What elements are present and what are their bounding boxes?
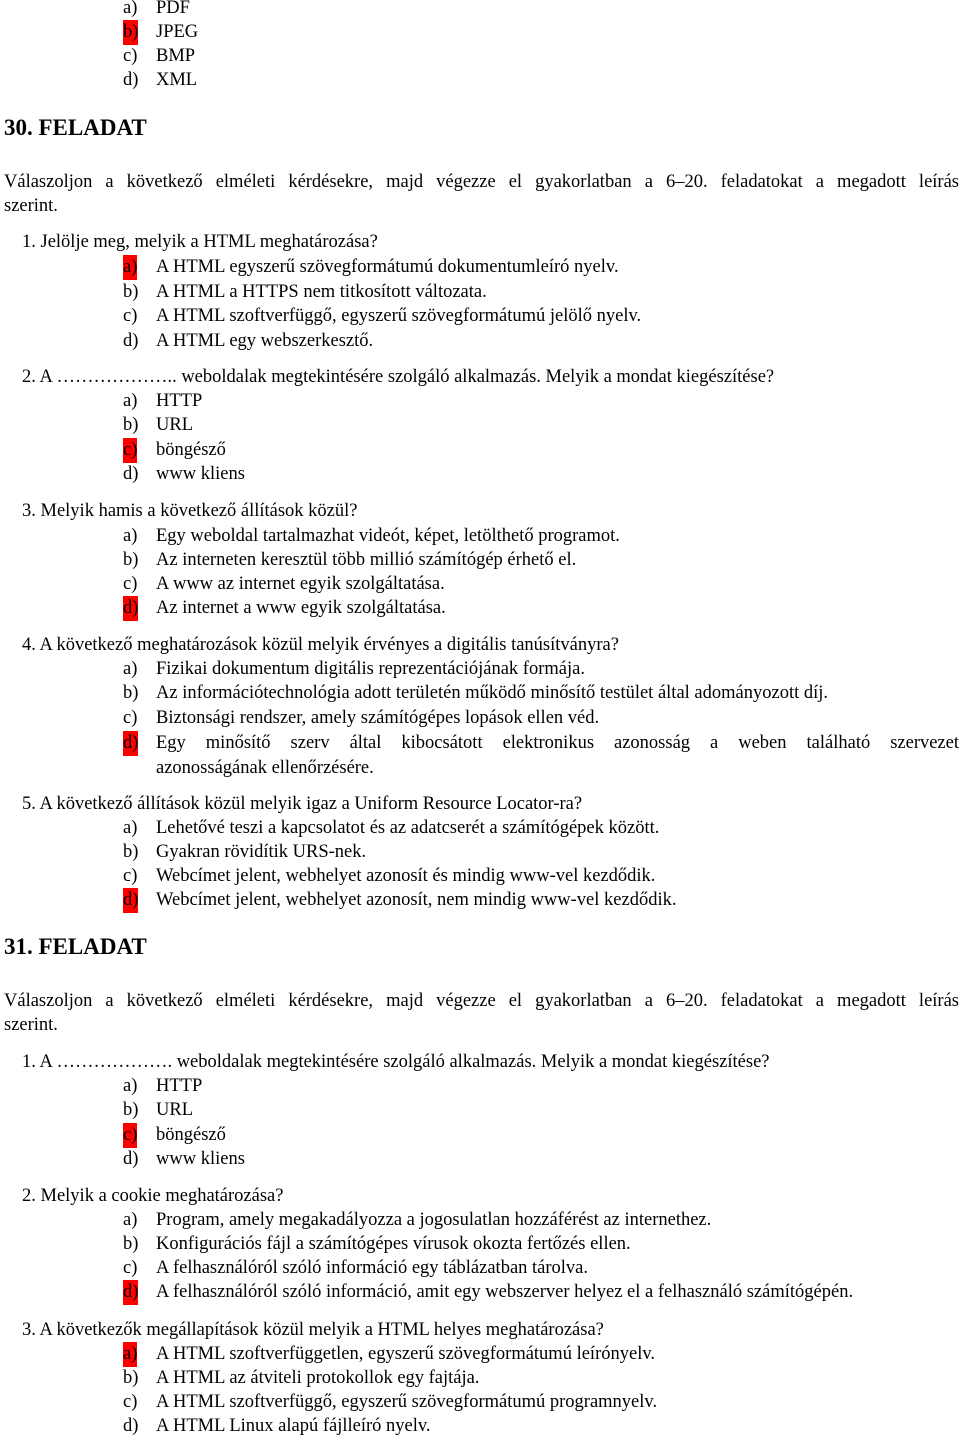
marked-option-letter: d) xyxy=(123,731,138,756)
option-text: A felhasználóról szóló információ egy táblázatban tárolva. xyxy=(156,1258,589,1278)
question-text: 3. A következők megállapítások közül melyik a HTML helyes meghatározása? xyxy=(22,1320,604,1340)
option-text: Az internet a www egyik szolgáltatása. xyxy=(156,598,446,618)
option-letter: d) xyxy=(123,331,139,351)
option-letter: d) xyxy=(123,464,139,484)
option-text: Fizikai dokumentum digitális reprezentációjának formája. xyxy=(156,659,585,679)
option-text: Az információtechnológia adott területén működő minősítő testület által adományozott díj. xyxy=(156,683,828,703)
option-text: A HTML Linux alapú fájlleíró nyelv. xyxy=(156,1416,431,1436)
option-text: A HTML az átviteli protokollok egy fajtája. xyxy=(156,1368,480,1388)
option-letter: c) xyxy=(123,866,138,886)
option-letter: c) xyxy=(123,1258,138,1278)
marked-option-letter: d) xyxy=(123,888,138,913)
marked-option-letter: c) xyxy=(123,438,137,463)
option-text: Lehetővé teszi a kapcsolatot és az adatcserét a számítógépek között. xyxy=(156,818,660,838)
option-text: A HTML egyszerű szövegformátumú dokumentumleíró nyelv. xyxy=(156,257,619,277)
option-text: BMP xyxy=(156,46,196,66)
option-text: Webcímet jelent, webhelyet azonosít és mindig www-vel kezdődik. xyxy=(156,866,656,886)
option-letter: a) xyxy=(123,1076,138,1096)
marked-option-letter: d) xyxy=(123,1280,138,1305)
option-text: www kliens xyxy=(156,464,245,484)
option-text: Program, amely megakadályozza a jogosulatlan hozzáférést az internethez. xyxy=(156,1210,712,1230)
marked-option-letter: c) xyxy=(123,1123,137,1148)
option-letter: c) xyxy=(123,708,138,728)
section-30-intro: Válaszoljon a következő elméleti kérdésekre, majd végezze el gyakorlatban a 6–20. feladatokat a megadott leírás xyxy=(4,172,959,192)
option-text: Gyakran rövidítik URS-nek. xyxy=(156,842,367,862)
option-text: A HTML egy webszerkesztő. xyxy=(156,331,374,351)
option-text: A HTML szoftverfüggetlen, egyszerű szövegformátumú leírónyelv. xyxy=(156,1344,656,1364)
marked-option-letter: a) xyxy=(123,255,137,280)
option-letter: a) xyxy=(123,0,138,18)
section-30-title: 30. FELADAT xyxy=(4,115,147,140)
option-text: www kliens xyxy=(156,1149,245,1169)
option-letter: b) xyxy=(123,415,139,435)
option-letter: c) xyxy=(123,306,138,326)
option-text: böngésző xyxy=(156,1125,226,1145)
question-text: 2. Melyik a cookie meghatározása? xyxy=(22,1186,284,1206)
option-text: A HTML szoftverfüggő, egyszerű szövegformátumú programnyelv. xyxy=(156,1392,658,1412)
option-letter: a) xyxy=(123,659,138,679)
option-text: PDF xyxy=(156,0,190,18)
option-letter: b) xyxy=(123,550,139,570)
option-letter: a) xyxy=(123,1210,138,1230)
option-letter: c) xyxy=(123,1392,138,1412)
option-letter: a) xyxy=(123,526,138,546)
option-text: URL xyxy=(156,415,193,435)
section-31-title: 31. FELADAT xyxy=(4,934,147,959)
option-text: Biztonsági rendszer, amely számítógépes lopások ellen véd. xyxy=(156,708,600,728)
option-text: A HTML a HTTPS nem titkosított változata. xyxy=(156,282,487,302)
option-text: A felhasználóról szóló információ, amit egy webszerver helyez el a felhasználó számítógépén. xyxy=(156,1282,854,1302)
marked-option-letter: d) xyxy=(123,596,138,621)
option-letter: b) xyxy=(123,1234,139,1254)
option-text: Egy weboldal tartalmazhat videót, képet, letölthető programot. xyxy=(156,526,620,546)
option-text: HTTP xyxy=(156,391,203,411)
option-text-cont: azonosságának ellenőrzésére. xyxy=(156,758,374,778)
option-letter: b) xyxy=(123,683,139,703)
option-letter: b) xyxy=(123,1100,139,1120)
option-letter: d) xyxy=(123,1416,139,1436)
option-letter: b) xyxy=(123,282,139,302)
marked-option-letter: a) xyxy=(123,1342,137,1367)
option-letter: b) xyxy=(123,842,139,862)
marked-option-letter: b) xyxy=(123,20,138,45)
option-text: XML xyxy=(156,70,198,90)
question-text: 3. Melyik hamis a következő állítások közül? xyxy=(22,501,358,521)
question-text: 2. A ……………….. weboldalak megtekintésére szolgáló alkalmazás. Melyik a mondat kiegészítése? xyxy=(22,367,775,387)
option-text: A www az internet egyik szolgáltatása. xyxy=(156,574,445,594)
option-letter: a) xyxy=(123,391,138,411)
question-text: 5. A következő állítások közül melyik igaz a Uniform Resource Locator-ra? xyxy=(22,794,583,814)
question-text: 1. Jelölje meg, melyik a HTML meghatározása? xyxy=(22,232,378,252)
option-text: Az interneten keresztül több millió számítógép érhető el. xyxy=(156,550,577,570)
option-text: Konfigurációs fájl a számítógépes vírusok okozta fertőzés ellen. xyxy=(156,1234,631,1254)
option-letter: b) xyxy=(123,1368,139,1388)
option-text: JPEG xyxy=(156,22,199,42)
option-text: HTTP xyxy=(156,1076,203,1096)
section-31-intro-cont: szerint. xyxy=(4,1015,58,1035)
section-31-intro: Válaszoljon a következő elméleti kérdésekre, majd végezze el gyakorlatban a 6–20. feladatokat a megadott leírás xyxy=(4,991,959,1011)
option-letter: c) xyxy=(123,46,138,66)
option-text: böngésző xyxy=(156,440,226,460)
option-letter: c) xyxy=(123,574,138,594)
option-letter: a) xyxy=(123,818,138,838)
option-text: URL xyxy=(156,1100,193,1120)
question-text: 1. A ………………. weboldalak megtekintésére szolgáló alkalmazás. Melyik a mondat kiegészítése? xyxy=(22,1052,770,1072)
question-text: 4. A következő meghatározások közül melyik érvényes a digitális tanúsítványra? xyxy=(22,635,619,655)
section-30-intro-cont: szerint. xyxy=(4,196,58,216)
option-letter: d) xyxy=(123,70,139,90)
option-text: A HTML szoftverfüggő, egyszerű szövegformátumú jelölő nyelv. xyxy=(156,306,642,326)
option-letter: d) xyxy=(123,1149,139,1169)
option-text: Webcímet jelent, webhelyet azonosít, nem mindig www-vel kezdődik. xyxy=(156,890,677,910)
option-text: Egy minősítő szerv által kibocsátott elektronikus azonosság a weben található szervezet xyxy=(156,733,959,753)
